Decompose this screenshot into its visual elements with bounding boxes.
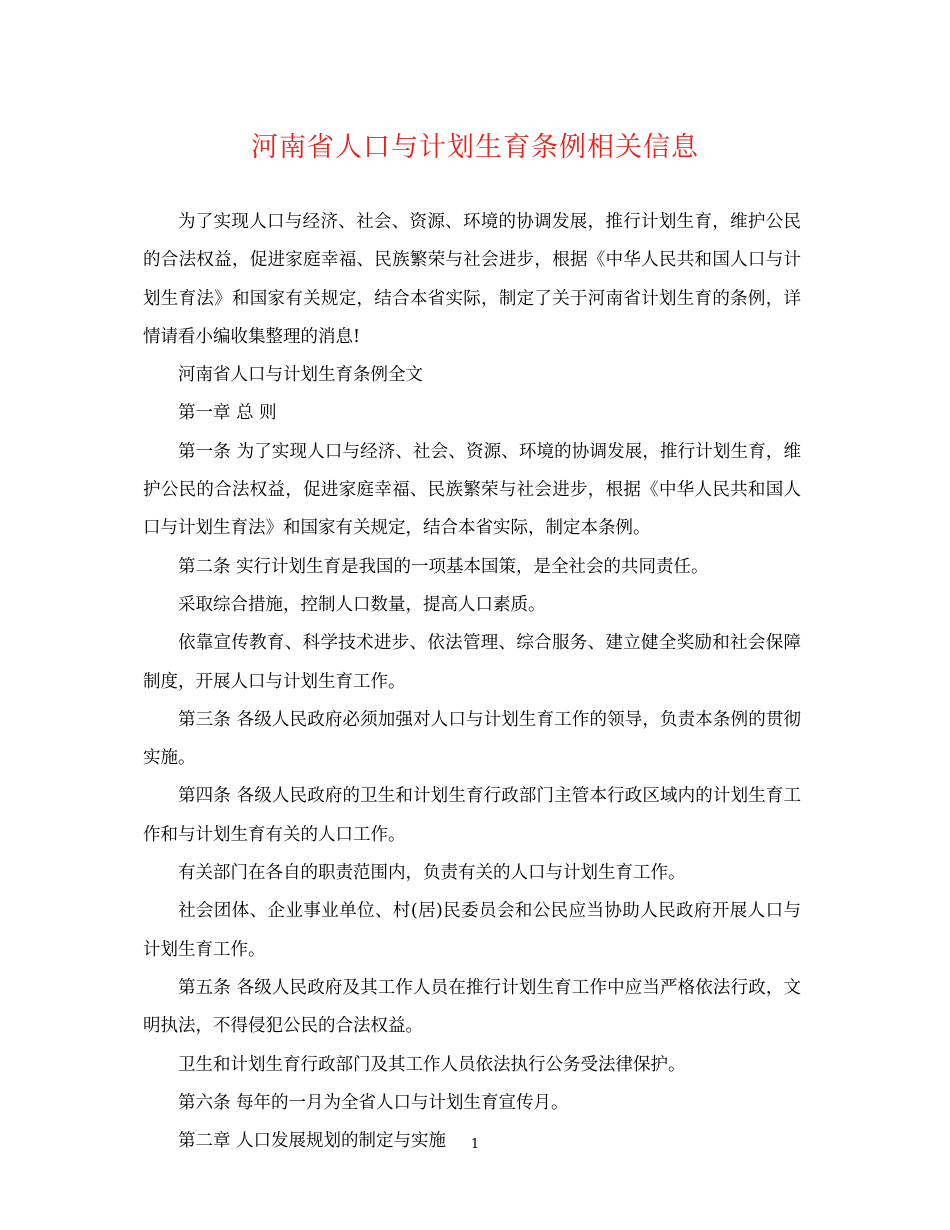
full-text-heading: 河南省人口与计划生育条例全文 [178, 365, 423, 386]
body-paragraph: 采取综合措施，控制人口数量，提高人口素质。 [178, 594, 546, 615]
article-paragraph: 第四条 各级人民政府的卫生和计划生育行政部门主管本行政区域内的计划生育工作和与计划生育有关的人口工作。 [143, 786, 801, 845]
body-paragraph: 有关部门在各自的职责范围内，负责有关的人口与计划生育工作。 [178, 863, 686, 884]
page-number: 1 [470, 1137, 480, 1152]
body-paragraph: 社会团体、企业事业单位、村(居)民委员会和公民应当协助人民政府开展人口与计划生育工作。 [143, 901, 801, 960]
article-paragraph: 第五条 各级人民政府及其工作人员在推行计划生育工作中应当严格依法行政，文明执法，不得侵犯公民的合法权益。 [143, 977, 801, 1037]
body-paragraph: 卫生和计划生育行政部门及其工作人员依法执行公务受法律保护。 [178, 1054, 686, 1075]
article-paragraph: 第二条 实行计划生育是我国的一项基本国策，是全社会的共同责任。 [178, 556, 709, 577]
chapter-heading: 第二章 人口发展规划的制定与实施 [178, 1131, 447, 1152]
body-paragraph: 依靠宣传教育、科学技术进步、依法管理、综合服务、建立健全奖励和社会保障制度，开展人口与计划生育工作。 [143, 633, 801, 692]
article-paragraph: 第一条 为了实现人口与经济、社会、资源、环境的协调发展，推行计划生育，维护公民的合法权益，促进家庭幸福、民族繁荣与社会进步，根据《中华人民共和国人口与计划生育法》和国家有关规定，结合本省实际，制定本条例。 [143, 441, 801, 539]
document-body [143, 203, 801, 1160]
intro-paragraph: 为了实现人口与经济、社会、资源、环境的协调发展，推行计划生育，维护公民的合法权益，促进家庭幸福、民族繁荣与社会进步，根据《中华人民共和国人口与计划生育法》和国家有关规定，结合本省实际，制定了关于河南省计划生育的条例，详情请看小编收集整理的消息! [143, 212, 801, 347]
article-paragraph: 第六条 每年的一月为全省人口与计划生育宣传月。 [178, 1092, 569, 1113]
article-paragraph: 第三条 各级人民政府必须加强对人口与计划生育工作的领导，负责本条例的贯彻实施。 [143, 709, 801, 769]
chapter-heading: 第一章 总 则 [178, 403, 277, 424]
document-title: 河南省人口与计划生育条例相关信息 [251, 132, 699, 163]
